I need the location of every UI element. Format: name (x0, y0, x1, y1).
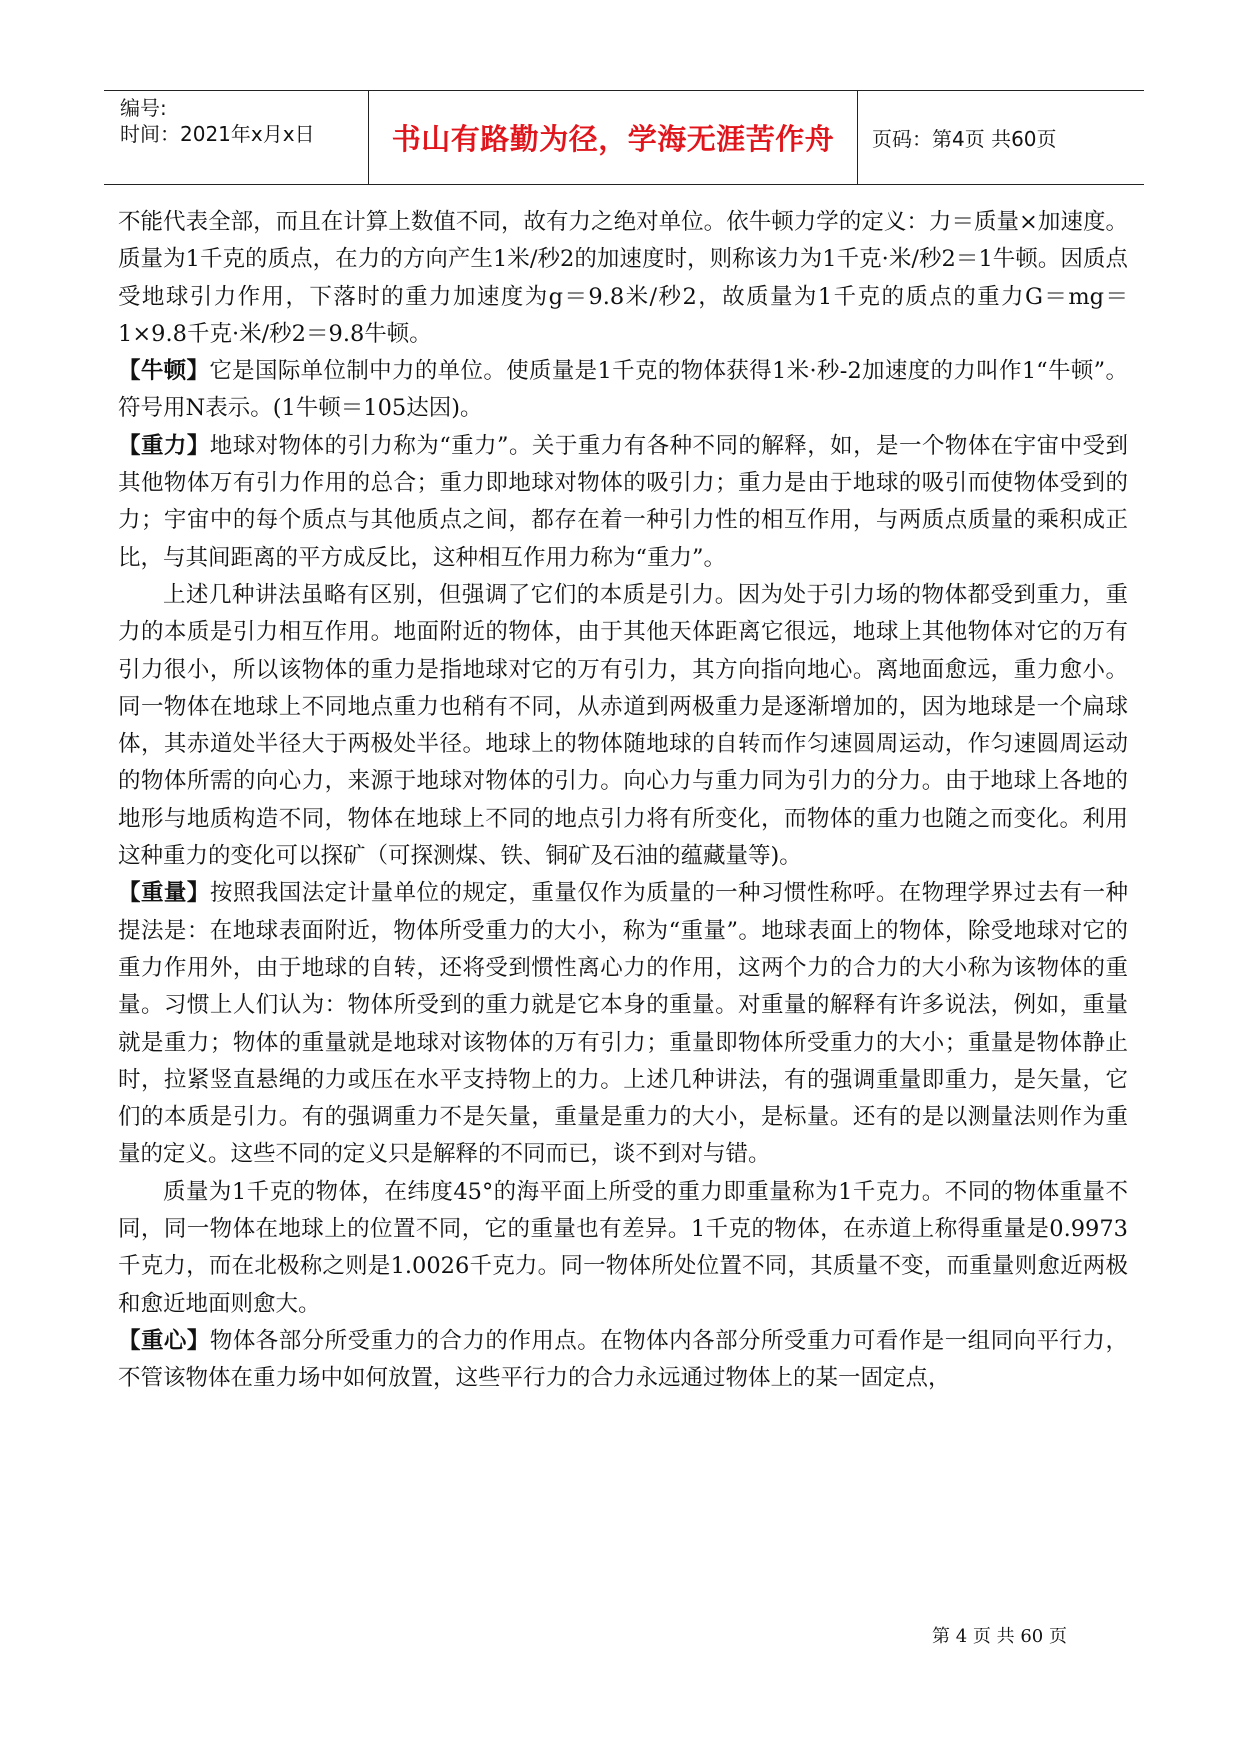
paragraph (118, 353, 1128, 428)
page-footer: 第 4 页 共 60 页 (932, 1626, 1067, 1647)
paragraph-text: 不能代表全部，而且在计算上数值不同，故有力之绝对单位。依牛顿力学的定义：力＝质量×加速度。质量为1千克的质点，在力的方向产生1米/秒2的加速度时，则称该力为1千克·米/秒2＝1牛顿。因质点受地球引力作用，下落时的重力加速度为g＝9.8米/秒2，故质量为1千克的质点的重力G＝mg＝1×9.8千克·米/秒2＝9.8牛顿。 (118, 209, 1128, 347)
header-page-info: 页码：第4页 共60页 (872, 127, 1057, 151)
header-motto: 书山有路勤为径，学海无涯苦作舟 (391, 122, 835, 156)
document-time-label: 时间：2021年x月x日 (120, 122, 315, 146)
paragraph (118, 577, 1128, 875)
header-motto-cell (368, 91, 858, 184)
document-number-label: 编号: (120, 96, 167, 120)
paragraph-text: 按照我国法定计量单位的规定，重量仅作为质量的一种习惯性称呼。在物理学界过去有一种提法是：在地球表面附近，物体所受重力的大小，称为“重量”。地球表面上的物体，除受地球对它的重力作用外，由于地球的自转，还将受到惯性离心力的作用，这两个力的合力的大小称为该物体的重量。习惯上人们认为：物体所受到的重力就是它本身的重量。对重量的解释有许多说法，例如，重量就是重力；物体的重量就是地球对该物体的万有引力；重量即物体所受重力的大小；重量是物体静止时，拉紧竖直悬绳的力或压在水平支持物上的力。上述几种讲法，有的强调重量即重力，是矢量，它们的本质是引力。有的强调重力不是矢量，重量是重力的大小，是标量。还有的是以测量法则作为重量的定义。这些不同的定义只是解释的不同而已，谈不到对与错。 (118, 880, 1128, 1168)
document-body (118, 204, 1128, 1398)
header-left-cell (104, 91, 368, 188)
paragraph-text: 上述几种讲法虽略有区别，但强调了它们的本质是引力。因为处于引力场的物体都受到重力，重力的本质是引力相互作用。地面附近的物体，由于其他天体距离它很远，地球上其他物体对它的万有引力很小，所以该物体的重力是指地球对它的万有引力，其方向指向地心。离地面愈远，重力愈小。同一物体在地球上不同地点重力也稍有不同，从赤道到两极重力是逐渐增加的，因为地球是一个扁球体，其赤道处半径大于两极处半径。地球上的物体随地球的自转而作匀速圆周运动，作匀速圆周运动的物体所需的向心力，来源于地球对物体的引力。向心力与重力同为引力的分力。由于地球上各地的地形与地质构造不同，物体在地球上不同的地点引力将有所变化，而物体的重力也随之而变化。利用这种重力的变化可以探矿（可探测煤、铁、铜矿及石油的蕴藏量等)。 (118, 581, 1128, 870)
paragraph (118, 428, 1128, 577)
page-header (104, 90, 1144, 185)
paragraph (118, 204, 1128, 353)
term-heading: 【重量】 (118, 880, 210, 907)
term-heading: 【重力】 (118, 432, 210, 459)
paragraph-text: 物体各部分所受重力的合力的作用点。在物体内各部分所受重力可看作是一组同向平行力，不管该物体在重力场中如何放置，这些平行力的合力永远通过物体上的某一固定点， (118, 1327, 1128, 1392)
paragraph-text: 质量为1千克的物体，在纬度45°的海平面上所受的重力即重量称为1千克力。不同的物体重量不同，同一物体在地球上的位置不同，它的重量也有差异。1千克的物体，在赤道上称得重量是0.9973千克力，而在北极称之则是1.0026千克力。同一物体所处位置不同，其质量不变，而重量则愈近两极和愈近地面则愈大。 (118, 1178, 1128, 1317)
term-heading: 【重心】 (118, 1327, 210, 1354)
paragraph-text: 它是国际单位制中力的单位。使质量是1千克的物体获得1米·秒-2加速度的力叫作1“牛顿”。符号用N表示。(1牛顿＝105达因)。 (118, 358, 1128, 422)
paragraph (118, 1174, 1128, 1323)
term-heading: 【牛顿】 (118, 358, 210, 385)
paragraph (118, 875, 1128, 1173)
paragraph (118, 1323, 1128, 1398)
header-page-info-cell (858, 91, 1144, 184)
paragraph-text: 地球对物体的引力称为“重力”。关于重力有各种不同的解释，如，是一个物体在宇宙中受到其他物体万有引力作用的总合；重力即地球对物体的吸引力；重力是由于地球的吸引而使物体受到的力；宇宙中的每个质点与其他质点之间，都存在着一种引力性的相互作用，与两质点质量的乘积成正比，与其间距离的平方成反比，这种相互作用力称为“重力”。 (118, 432, 1128, 571)
